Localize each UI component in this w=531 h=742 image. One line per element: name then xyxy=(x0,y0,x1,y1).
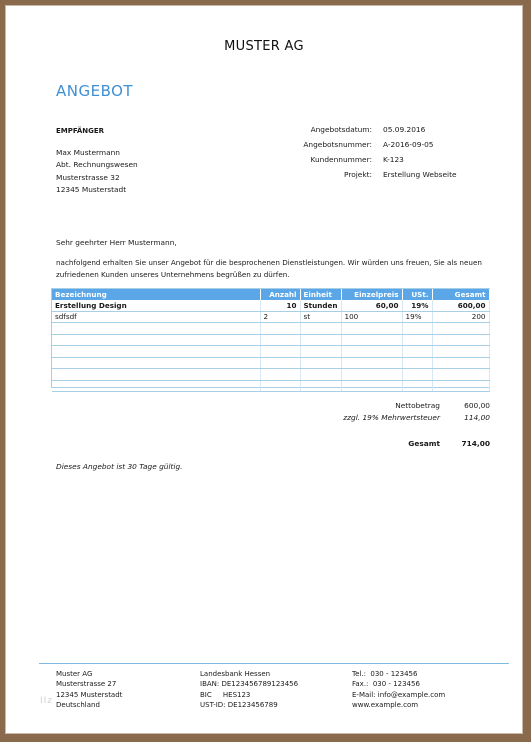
table-row-empty xyxy=(52,380,489,392)
footer-bank xyxy=(200,669,298,710)
column-header: USt. xyxy=(402,289,432,300)
footer-line: Tel.: 030 - 123456 xyxy=(352,670,418,678)
table-row-empty xyxy=(52,346,489,358)
footer-line: UST-ID: DE123456789 xyxy=(200,700,278,709)
column-header: Anzahl xyxy=(260,289,300,300)
meta-row xyxy=(246,170,457,185)
net-label: Nettobetrag xyxy=(395,401,440,410)
recipient-line: 12345 Musterstadt xyxy=(56,185,127,194)
footer-line: Muster AG xyxy=(56,670,93,678)
footer-line: Musterstrasse 27 xyxy=(56,680,117,689)
recipient-line: Max Mustermann xyxy=(56,147,120,157)
table-header-row xyxy=(52,289,489,300)
items-table xyxy=(51,288,490,388)
vat-row xyxy=(286,413,490,425)
document-title: ANGEBOT xyxy=(56,82,134,100)
table-cell: 2 xyxy=(260,311,300,323)
totals-block xyxy=(286,401,490,451)
meta-value: A-2016-09-05 xyxy=(383,140,434,149)
net-row xyxy=(286,401,490,413)
meta-value: Erstellung Webseite xyxy=(383,170,457,179)
company-name: MUSTER AG xyxy=(224,39,304,54)
meta-row xyxy=(246,140,457,155)
validity-note: Dieses Angebot ist 30 Tage gültig. xyxy=(56,462,183,471)
footer-line: BIC HES123 xyxy=(200,690,251,699)
table-row-empty xyxy=(52,323,489,335)
meta-row xyxy=(246,155,457,170)
table-cell: Erstellung Design xyxy=(52,300,260,311)
recipient-line: Musterstrasse 32 xyxy=(56,172,120,182)
table-cell: 10 xyxy=(260,300,300,311)
table-cell: 600,00 xyxy=(432,300,489,311)
table-row-empty xyxy=(52,369,489,381)
table-cell: st xyxy=(300,311,341,323)
recipient-block xyxy=(56,125,138,197)
footer-line: Landesbank Hessen xyxy=(200,670,271,678)
meta-value: K-123 xyxy=(383,155,404,164)
salutation: Sehr geehrter Herr Mustermann, xyxy=(56,238,177,247)
table-cell: 19% xyxy=(402,300,432,311)
footer-divider xyxy=(39,663,509,664)
table-cell: sdfsdf xyxy=(52,311,260,323)
table-row xyxy=(52,300,489,311)
total-row xyxy=(286,439,490,451)
table-cell: Stunden xyxy=(300,300,341,311)
vat-value: 114,00 xyxy=(464,413,490,422)
recipient-line: Abt. Rechnungswesen xyxy=(56,160,138,169)
meta-label: Angebotsdatum: xyxy=(310,125,372,134)
net-value: 600,00 xyxy=(464,401,490,410)
column-header: Bezeichnung xyxy=(52,289,260,300)
table-cell: 200 xyxy=(432,311,489,323)
vat-label: zzgl. 19% Mehrwertsteuer xyxy=(343,413,440,422)
meta-label: Angebotsnummer: xyxy=(303,140,372,149)
table-row xyxy=(52,311,489,323)
footer-contact xyxy=(352,669,445,710)
table-row-empty xyxy=(52,357,489,369)
footer-line: Deutschland xyxy=(56,700,100,709)
intro-text: nachfolgend erhalten Sie unser Angebot für die besprochenen Dienstleistungen. Wir würden uns freuen, Sie als neuen zufriedenen Kunden unseres Unternehmens begrüßen zu dürfen. xyxy=(56,258,482,279)
table-row-empty xyxy=(52,334,489,346)
footer-line: 12345 Musterstadt xyxy=(56,690,123,699)
table-cell: 100 xyxy=(341,311,402,323)
column-header: Gesamt xyxy=(432,289,489,300)
footer-line: IBAN: DE123456789123456 xyxy=(200,680,299,689)
column-header: Einheit xyxy=(300,289,341,300)
meta-label: Projekt: xyxy=(344,170,372,179)
footer-line: E-Mail: info@example.com xyxy=(352,690,446,699)
offer-meta xyxy=(246,125,457,185)
meta-row xyxy=(246,125,457,140)
table-cell: 60,00 xyxy=(341,300,402,311)
total-label: Gesamt xyxy=(408,439,440,448)
total-value: 714,00 xyxy=(461,439,490,448)
recipient-heading: EMPFÄNGER xyxy=(56,127,105,135)
footer-line: www.example.com xyxy=(352,700,419,709)
footer-line: Fax.: 030 - 123456 xyxy=(352,680,420,689)
meta-label: Kundennummer: xyxy=(310,155,372,164)
meta-value: 05.09.2016 xyxy=(383,125,426,134)
offer-document xyxy=(5,5,523,734)
watermark-text: IIz xyxy=(40,696,54,706)
column-header: Einzelpreis xyxy=(341,289,402,300)
table-cell: 19% xyxy=(402,311,432,323)
footer-company xyxy=(56,669,122,710)
